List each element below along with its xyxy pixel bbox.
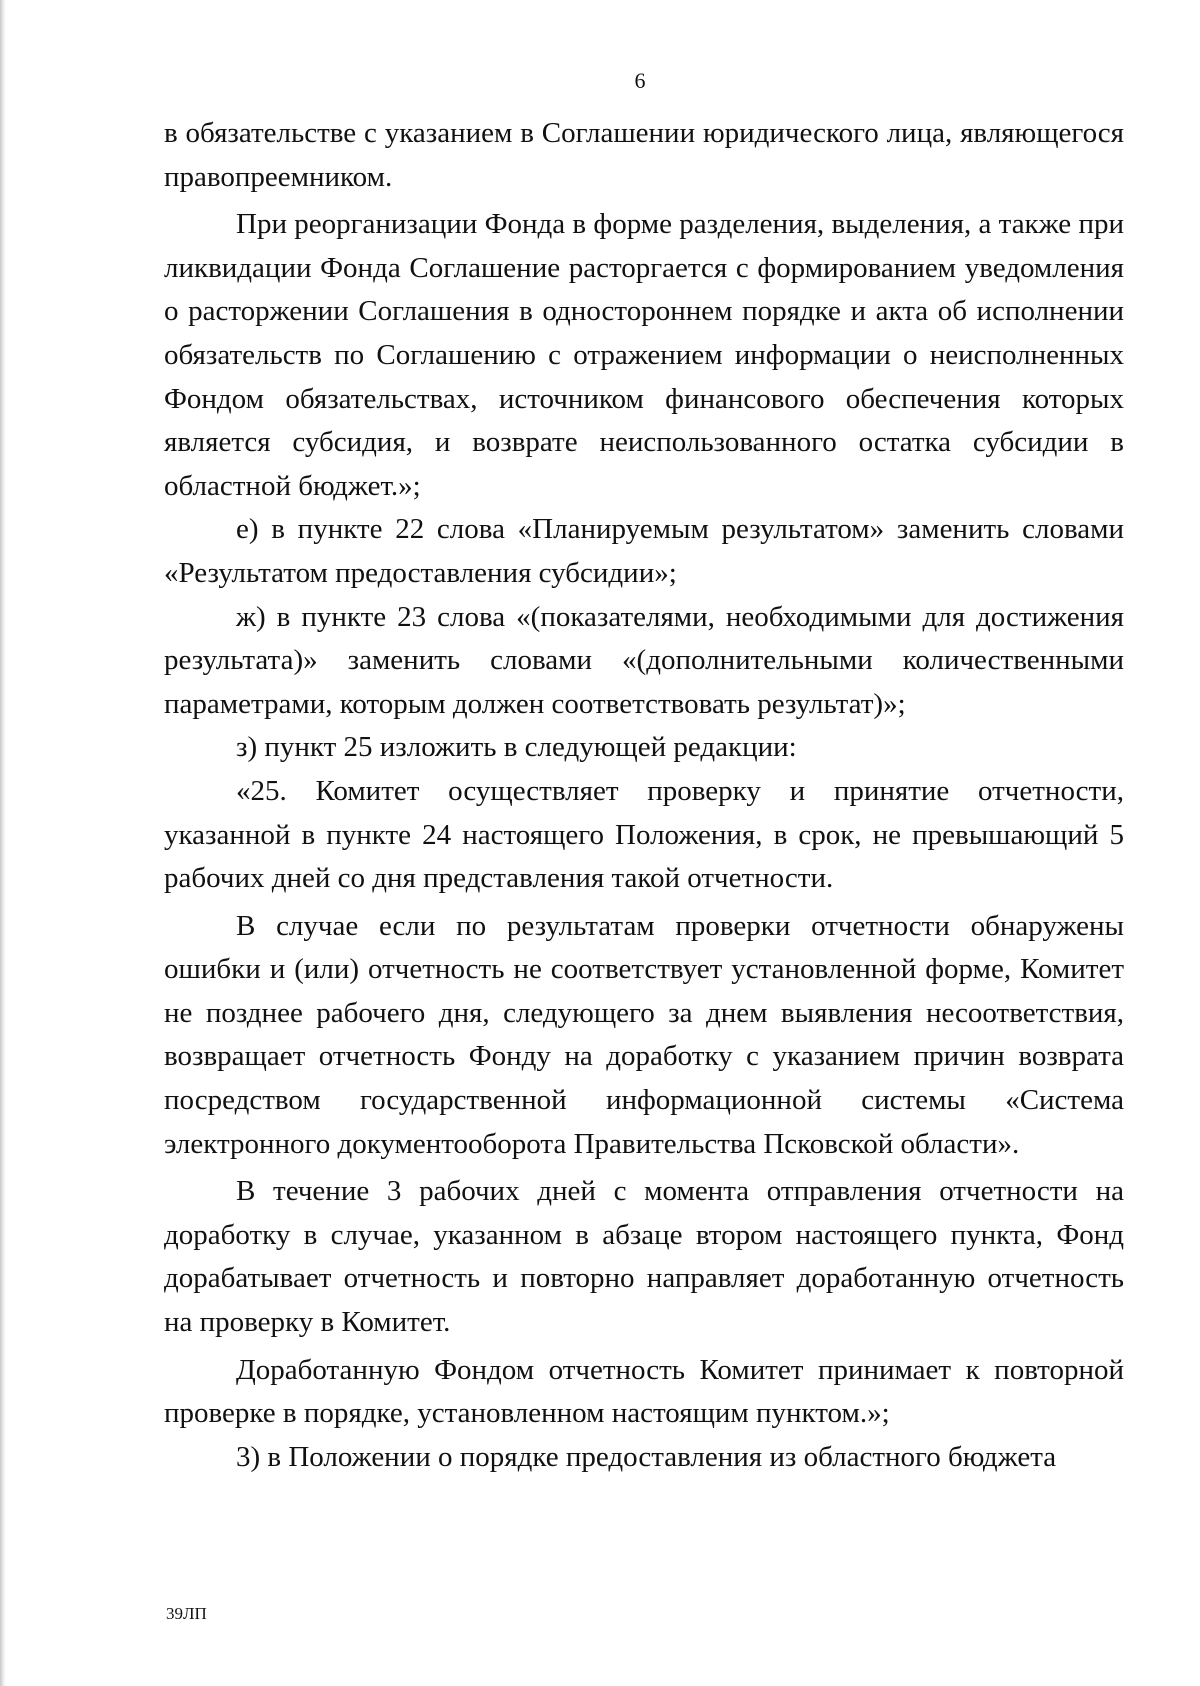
document-code: 39ЛП: [166, 1604, 207, 1623]
page-number: 6: [634, 68, 646, 93]
paragraph-continuation: в обязательстве с указанием в Соглашении юридического лица, являющегося правопреемником.: [164, 117, 1124, 193]
scan-edge: [0, 0, 6, 1686]
paragraph-clause-25: «25. Комитет осуществляет проверку и принятие отчетности, указанной в пункте 24 настоящего Положения, в срок, не превышающий 5 рабочих дней со дня представления такой отчетности.: [164, 774, 1124, 895]
paragraph-item-zh: ж) в пункте 23 слова «(показателями, необходимыми для достижения результата)» заменить словами «(дополнительными количественными параметрами, которым должен соответствовать результат)»;: [164, 600, 1124, 720]
document-body: [164, 112, 1124, 1479]
paragraph-three-days: В течение 3 рабочих дней с момента отправления отчетности на доработку в случае, указанном в абзаце втором настоящего пункта, Фонд дорабатывает отчетность и повторно направляет доработанную отчетность на проверку в Комитет.: [164, 1175, 1124, 1339]
paragraph-item-3: 3) в Положении о порядке предоставления из областного бюджета: [236, 1440, 1057, 1473]
paragraph-errors: В случае если по результатам проверки отчетности обнаружены ошибки и (или) отчетность не соответствует установленной форме, Комитет не позднее рабочего дня, следующего за днем выявления несоответствия, возвращает отчетность Фонду на доработку с указанием причин возврата посредством государственной информационной системы «Система электронного документооборота Правительства Псковской области».: [164, 909, 1124, 1160]
paragraph-reverification: Доработанную Фондом отчетность Комитет принимает к повторной проверке в порядке, установленном настоящим пунктом.»;: [164, 1353, 1124, 1430]
paragraph-item-e: е) в пункте 22 слова «Планируемым результатом» заменить словами «Результатом предоставления субсидии»;: [164, 513, 1124, 589]
paragraph-item-z: з) пункт 25 изложить в следующей редакции:: [236, 731, 797, 764]
paragraph-reorganization: При реорганизации Фонда в форме разделения, выделения, а также при ликвидации Фонда Соглашение расторгается с формированием уведомления о расторжении Соглашения в одностороннем порядке и акта об исполнении обязательств по Соглашению с отражением информации о неисполненных Фондом обязательствах, источником финансового обеспечения которых является субсидия, и возврате неиспользованного остатка субсидии в областной бюджет.»;: [164, 208, 1124, 502]
